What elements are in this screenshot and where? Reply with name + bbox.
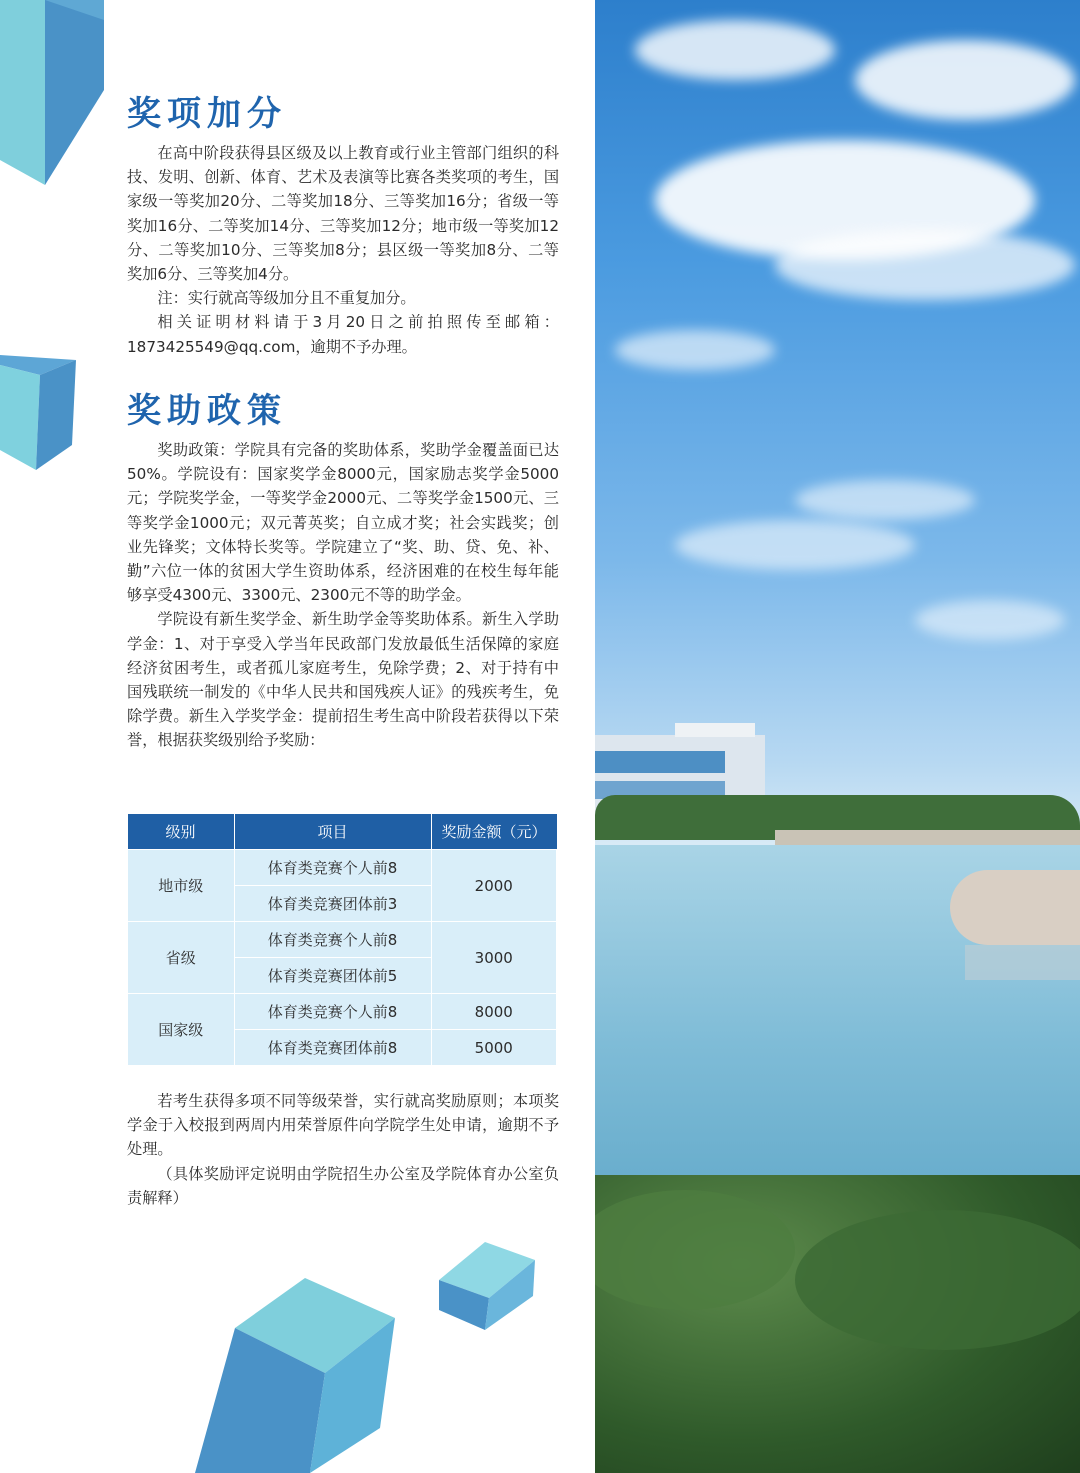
table-header-row	[128, 814, 557, 850]
footnote-text	[127, 1089, 559, 1210]
table-cell-level: 国家级	[128, 994, 235, 1066]
table-cell-item: 体育类竞赛个人前8	[234, 994, 431, 1030]
table-cell-amount: 8000	[431, 994, 557, 1030]
bonus-points-submission: 相关证明材料请于3月20日之前拍照传至邮箱：1873425549@qq.com，逾期不予办理。	[127, 313, 559, 356]
section-title-bonus-points: 奖项加分	[127, 94, 287, 134]
table-row	[128, 994, 557, 1030]
freshman-aid-paragraph: 学院设有新生奖学金、新生助学金等奖助体系。新生入学助学金：1、对于享受入学当年民政部门发放最低生活保障的家庭经济贫困考生，或者孤儿家庭考生，免除学费；2、对于持有中国残联统一制发的《中华人民共和国残疾人证》的残疾考生，免除学费。新生入学奖学金：提前招生考生高中阶段若获得以下荣誉，根据获奖级别给予奖励：	[127, 610, 559, 750]
table-row	[128, 850, 557, 886]
scholarship-policy-text	[127, 438, 559, 753]
table-cell-level: 省级	[128, 922, 235, 994]
bonus-points-text	[127, 141, 559, 359]
table-row	[128, 922, 557, 958]
award-table	[127, 814, 557, 1066]
footnote-explanation: （具体奖励评定说明由学院招生办公室及学院体育办公室负责解释）	[127, 1164, 559, 1207]
table-cell-amount: 5000	[431, 1030, 557, 1066]
campus-lake-photo	[595, 0, 1080, 1473]
table-header-level: 级别	[128, 814, 235, 850]
bonus-points-note: 注：实行就高等级加分且不重复加分。	[157, 289, 416, 308]
cube-decoration-middle-icon	[0, 355, 80, 475]
bonus-points-paragraph: 在高中阶段获得县区级及以上教育或行业主管部门组织的科技、发明、创新、体育、艺术及表演等比赛各类奖项的考生，国家级一等奖加20分、二等奖加18分、三等奖加16分；省级一等奖加16分、二等奖加14分、三等奖加12分；地市级一等奖加12分、二等奖加10分、三等奖加8分；县区级一等奖加8分、二等奖加6分、三等奖加4分。	[127, 144, 559, 284]
table-cell-item: 体育类竞赛团体前3	[234, 886, 431, 922]
table-cell-level: 地市级	[128, 850, 235, 922]
table-header-item: 项目	[234, 814, 431, 850]
cube-decoration-top-icon	[0, 0, 110, 190]
table-cell-amount: 3000	[431, 922, 557, 994]
table-cell-amount: 2000	[431, 850, 557, 922]
footnote-principle: 若考生获得多项不同等级荣誉，实行就高奖励原则；本项奖学金于入校报到两周内用荣誉原件向学院学生处申请，逾期不予处理。	[127, 1092, 559, 1159]
table-cell-item: 体育类竞赛团体前8	[234, 1030, 431, 1066]
table-header-amount: 奖励金额（元）	[431, 814, 557, 850]
table-cell-item: 体育类竞赛团体前5	[234, 958, 431, 994]
scholarship-policy-paragraph: 奖助政策：学院具有完备的奖助体系，奖助学金覆盖面已达50%。学院设有：国家奖学金8000元，国家励志奖学金5000元；学院奖学金，一等奖学金2000元、二等奖学金1500元、三等奖学金1000元；双元菁英奖；自立成才奖；社会实践奖；创业先锋奖；文体特长奖等。学院建立了“奖、助、贷、免、补、勤”六位一体的贫困大学生资助体系，经济困难的在校生每年能够享受4300元、3300元、2300元不等的助学金。	[127, 441, 559, 605]
table-cell-item: 体育类竞赛个人前8	[234, 922, 431, 958]
table-cell-item: 体育类竞赛个人前8	[234, 850, 431, 886]
section-title-scholarship-policy: 奖助政策	[127, 391, 287, 431]
cube-decoration-large-icon	[195, 1278, 395, 1473]
cube-decoration-small-icon	[435, 1238, 540, 1333]
